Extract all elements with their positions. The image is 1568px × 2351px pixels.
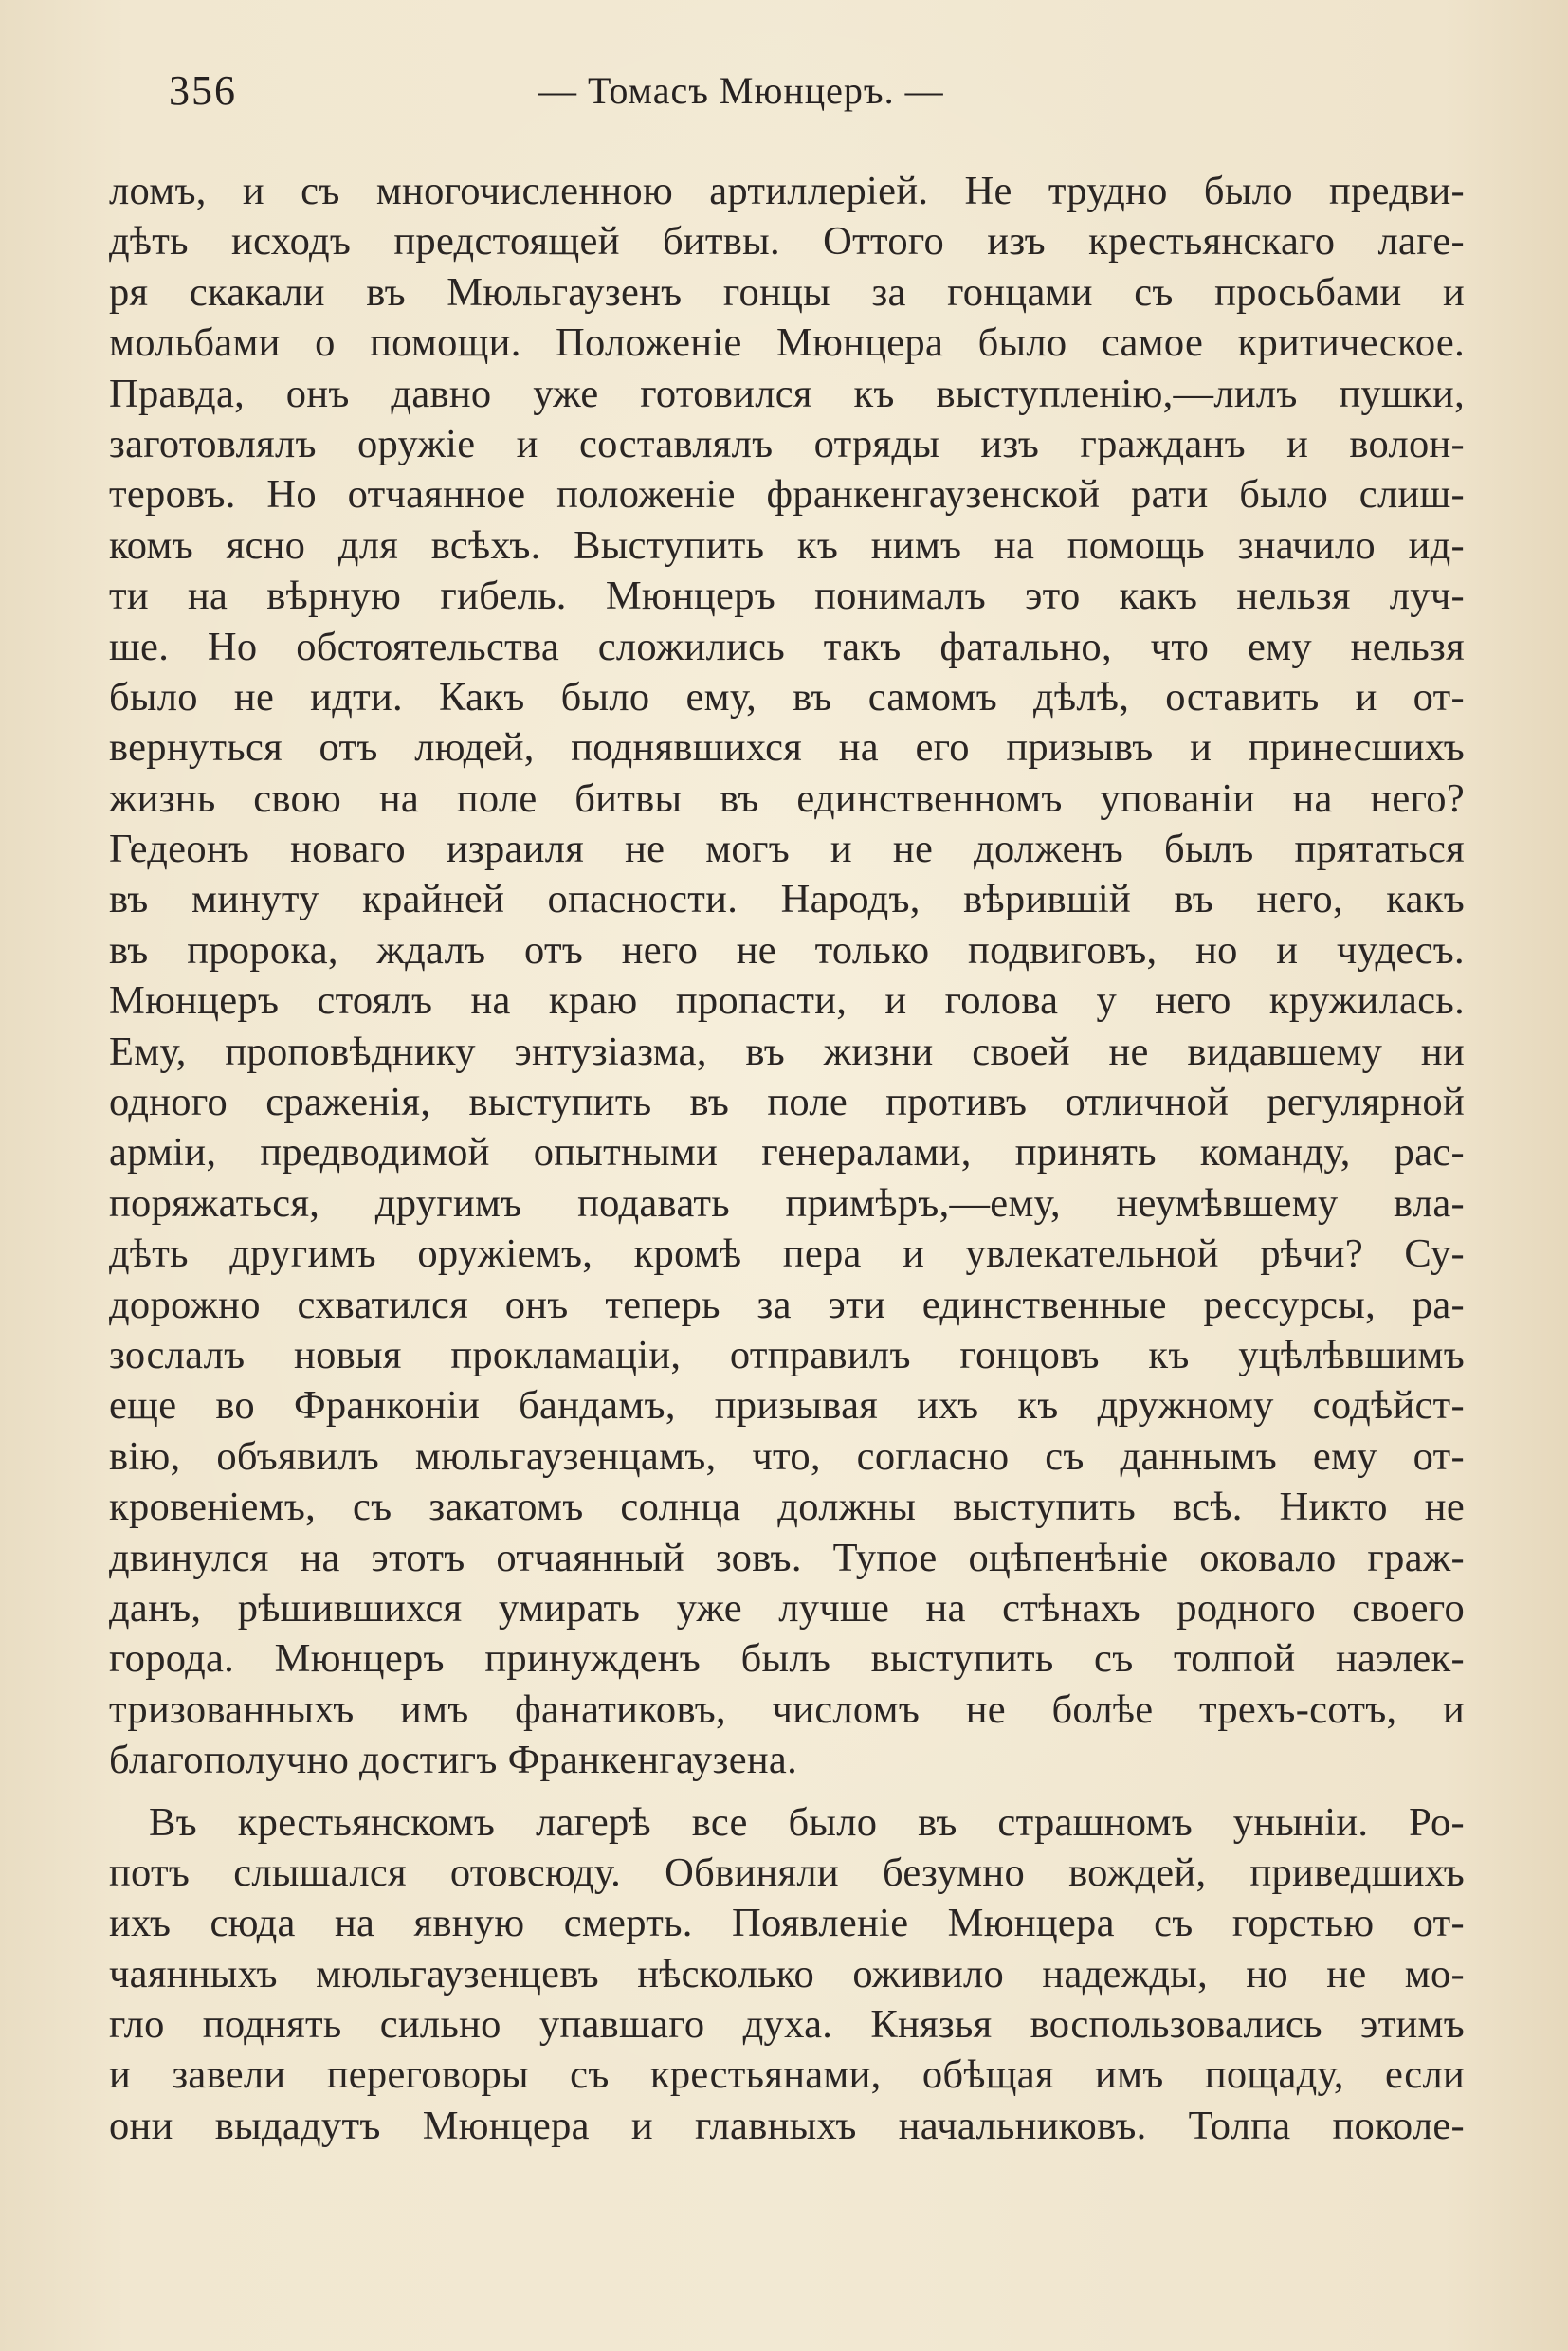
text-line: тризованныхъ имъ фанатиковъ, числомъ не болѣе трехъ-сотъ, и: [109, 1686, 1465, 1732]
text-line: дорожно схватился онъ теперь за эти единственные рессурсы, ра-: [109, 1282, 1465, 1327]
text-line: теровъ. Но отчаянное положеніе франкенгаузенской рати было слиш-: [109, 472, 1465, 518]
text-line: дѣть исходъ предстоящей битвы. Оттого изъ крестьянскаго лаге-: [109, 219, 1465, 264]
text-line: чаянныхъ мюльгаузенцевъ нѣсколько оживило надежды, но не мо-: [109, 1951, 1465, 1996]
text-line: потъ слышался отовсюду. Обвиняли безумно вождей, приведшихъ: [109, 1850, 1465, 1895]
text-line: Правда, онъ давно уже готовился къ выступленію,—лилъ пушки,: [109, 371, 1465, 416]
text-line: Гедеонъ новаго израиля не могъ и не долженъ былъ прятаться: [109, 827, 1465, 872]
text-line: данъ, рѣшившихся умирать уже лучше на стѣнахъ родного своего: [109, 1585, 1465, 1631]
running-head: — Томасъ Мюнцеръ. —: [538, 69, 944, 112]
text-line: было не идти. Какъ было ему, въ самомъ дѣлѣ, оставить и от-: [109, 674, 1465, 720]
text-line: ше. Но обстоятельства сложились такъ фатально, что ему нельзя: [109, 624, 1465, 669]
paragraph-gap: [109, 1786, 1465, 1797]
text-line: Въ крестьянскомъ лагерѣ все было въ страшномъ уныніи. Ро-: [149, 1799, 1465, 1845]
text-line: ти на вѣрную гибель. Мюнцеръ понималъ это какъ нельзя луч-: [109, 574, 1465, 619]
text-line: еще во Франконіи бандамъ, призывая ихъ къ дружному содѣйст-: [109, 1383, 1465, 1429]
text-line: одного сраженія, выступить въ поле противъ отличной регулярной: [109, 1080, 1465, 1125]
text-line: ихъ сюда на явную смерть. Появленіе Мюнцера съ горстью от-: [109, 1901, 1465, 1946]
text-line: въ минуту крайней опасности. Народъ, вѣрившій въ него, какъ: [109, 877, 1465, 922]
text-line: заготовлялъ оружіе и составлялъ отряды изъ гражданъ и волон-: [109, 421, 1465, 466]
text-line: города. Мюнцеръ принужденъ былъ выступить съ толпой наэлек-: [109, 1636, 1465, 1682]
text-line: Ему, проповѣднику энтузіазма, въ жизни своей не видавшему ни: [109, 1029, 1465, 1074]
text-line: гло поднять сильно упавшаго духа. Князья воспользовались этимъ: [109, 2002, 1465, 2048]
text-line: двинулся на этотъ отчаянный зовъ. Тупое оцѣпенѣніе оковало граж-: [109, 1535, 1465, 1580]
paragraph: [109, 166, 1465, 1786]
text-line: кровеніемъ, съ закатомъ солнца должны выступить всѣ. Никто не: [109, 1485, 1465, 1530]
text-line: дѣть другимъ оружіемъ, кромѣ пера и увлекательной рѣчи? Су-: [109, 1231, 1465, 1277]
page-number: 356: [169, 67, 237, 114]
page-header: [169, 66, 1468, 133]
text-line: мольбами о помощи. Положеніе Мюнцера было самое критическое.: [109, 320, 1465, 366]
text-line: и завели переговоры съ крестьянами, обѣщая имъ пощаду, если: [109, 2052, 1465, 2098]
text-line: поряжаться, другимъ подавать примѣръ,—ему, неумѣвшему вла-: [109, 1180, 1465, 1226]
body-text: [109, 166, 1465, 2151]
text-line: комъ ясно для всѣхъ. Выступить къ нимъ на помощь значило ид-: [109, 522, 1465, 568]
text-line: они выдадутъ Мюнцера и главныхъ начальниковъ. Толпа поколе-: [109, 2103, 1465, 2148]
text-line: благополучно достигъ Франкенгаузена.: [109, 1738, 797, 1783]
text-line: ломъ, и съ многочисленною артиллеріей. Не трудно было предви-: [109, 169, 1465, 213]
text-line: въ пророка, ждалъ отъ него не только подвиговъ, но и чудесъ.: [109, 927, 1465, 973]
text-line: Мюнцеръ стоялъ на краю пропасти, и голова у него кружилась.: [109, 978, 1465, 1024]
text-line: арміи, предводимой опытными генералами, принять команду, рас-: [109, 1130, 1465, 1176]
text-line: жизнь свою на поле битвы въ единственномъ упованіи на него?: [109, 775, 1465, 821]
text-line: вернуться отъ людей, поднявшихся на его призывъ и принесшихъ: [109, 725, 1465, 771]
text-line: вію, объявилъ мюльгаузенцамъ, что, согласно съ даннымъ ему от-: [109, 1433, 1465, 1479]
text-line: зослалъ новыя прокламаціи, отправилъ гонцовъ къ уцѣлѣвшимъ: [109, 1332, 1465, 1377]
paragraph: [109, 1797, 1465, 2152]
text-line: ря скакали въ Мюльгаузенъ гонцы за гонцами съ просьбами и: [109, 269, 1465, 315]
